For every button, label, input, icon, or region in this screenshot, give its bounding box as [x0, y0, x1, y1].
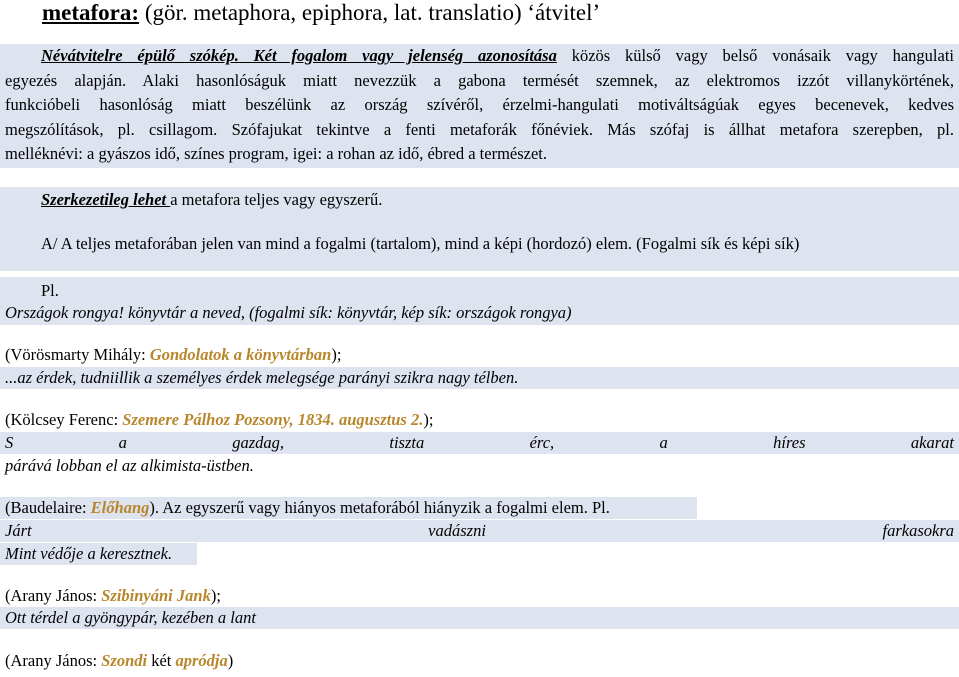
- example5-source-title-2: apródja: [175, 651, 228, 670]
- structure-line: Szerkezetileg lehet a metafora teljes vagy egyszerű.: [41, 190, 383, 209]
- example1-source-title: Gondolatok a könyvtárban: [149, 345, 332, 364]
- example4-source-title: Szibinyáni Jank: [101, 586, 211, 605]
- example2-verse-line-1: S a gazdag, tiszta érc, a híres akarat: [0, 432, 959, 454]
- definition-line-2: egyezés alapján. Alaki hasonlóságuk miatt nevezzük a gabona termését szemnek, az elektromos izzót villanykörtének,: [5, 70, 954, 90]
- example4-verse-line-1: Ott térdel a gyöngypár, kezében a lant: [0, 607, 959, 629]
- definition-lead: Névátvitelre épülő szókép. Két fogalom vagy jelenség azonosítása: [41, 46, 557, 65]
- definition-line-1: Névátvitelre épülő szókép. Két fogalom vagy jelenség azonosítása közös külső vagy belső vonásaik vagy hangulati: [41, 46, 955, 65]
- example3-source-title: Előhang: [90, 498, 150, 517]
- definition-line-4: megszólítások, pl. csillagom. Szófajukat tekintve a fenti metaforák főnéviek. Más szófaj is állhat metafora szerepben, pl.: [5, 119, 954, 139]
- definition-line-5: melléknévi: a gyászos idő, színes program, igei: a rohan az idő, ébred a természet.: [5, 144, 548, 163]
- full-metaphor-line: A/ A teljes metaforában jelen van mind a fogalmi (tartalom), mind a képi (hordozó) elem. (Fogalmi sík és képi sík): [41, 234, 800, 253]
- example2-source: (Kölcsey Ferenc: Szemere Pálhoz Pozsony, 1834. augusztus 2.);: [5, 410, 434, 429]
- pl-label: Pl.: [41, 281, 59, 300]
- definition-line-3: funkcióbeli hasonlóság miatt beszélünk az ország szívéről, érzelmi-hangulati motiváltságúak egyes becenevek, kedves: [5, 95, 954, 114]
- example1-quote: Országok rongya! könyvtár a neved, (fogalmi sík: könyvtár, kép sík: országok rongya): [5, 303, 572, 322]
- example5-source: (Arany János: Szondi két apródja): [5, 651, 234, 670]
- example4-source: (Arany János: Szibinyáni Jank);: [5, 586, 221, 605]
- example2-quote: ...az érdek, tudniillik a személyes érdek melegsége parányi szikra nagy télben.: [0, 367, 959, 389]
- example2-source-title: Szemere Pálhoz Pozsony, 1834. augusztus 2.: [122, 410, 424, 429]
- example1-source: (Vörösmarty Mihály: Gondolatok a könyvtárban);: [5, 345, 342, 364]
- example3-source: (Baudelaire: Előhang). Az egyszerű vagy hiányos metaforából hiányzik a fogalmi elem. Pl.: [5, 498, 610, 517]
- example2-verse-line-2: párává lobban el az alkimista-üstben.: [5, 456, 254, 475]
- structure-label: Szerkezetileg lehet: [41, 190, 171, 209]
- example5-source-title: Szondi: [101, 651, 148, 670]
- page-title: [42, 0, 600, 26]
- title-etymology: (gör. metaphora, epiphora, lat. translatio) ‘átvitel’: [144, 0, 601, 25]
- example3-verse-line-1: Járt vadászni farkasokra: [0, 520, 959, 542]
- title-term: metafora:: [42, 0, 140, 25]
- definition-paragraph: [0, 44, 959, 168]
- example3-note: Az egyszerű vagy hiányos metaforából hiányzik a fogalmi elem. Pl.: [162, 498, 610, 517]
- example3-verse-line-2: Mint védője a keresztnek.: [0, 543, 197, 565]
